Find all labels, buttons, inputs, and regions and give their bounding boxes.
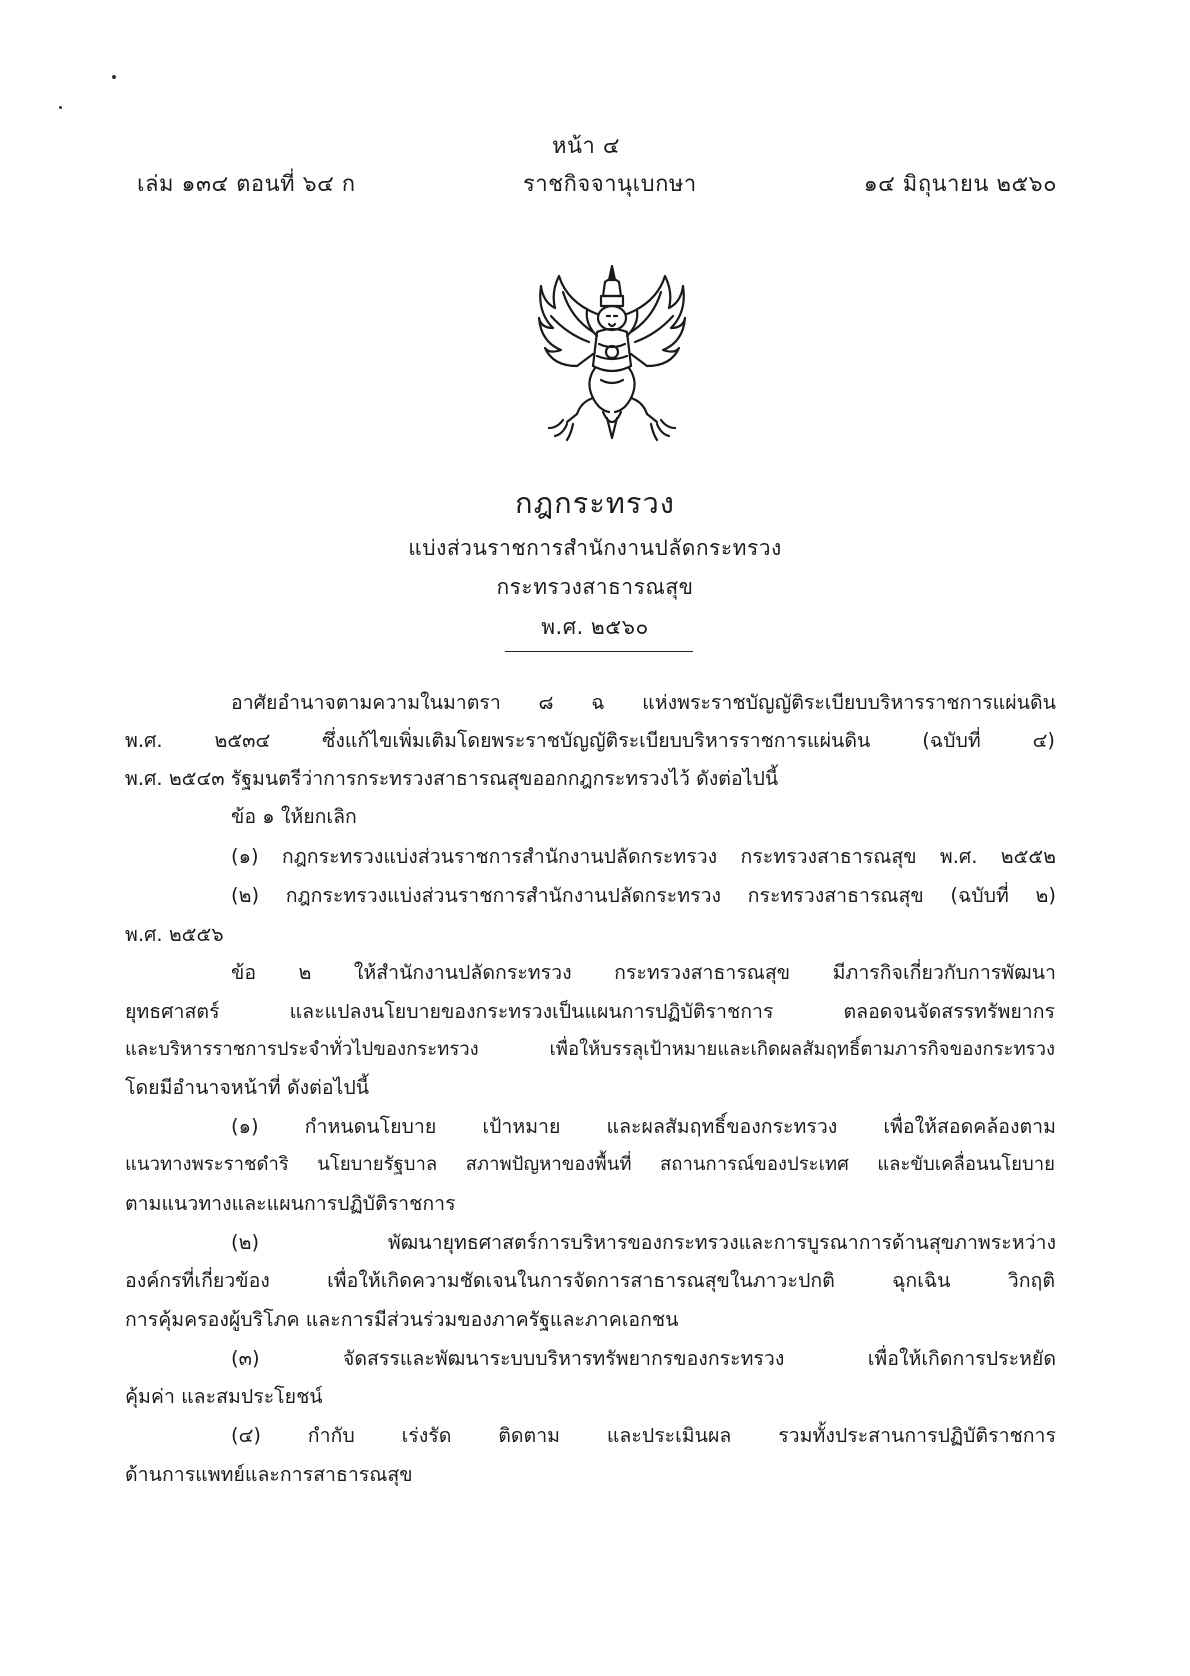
body-line: ยุทธศาสตร์ และแปลงนโยบายของกระทรวงเป็นแผนการปฏิบัติราชการ ตลอดจนจัดสรรทรัพยากร [125, 1000, 1055, 1023]
body-line: (๒) พัฒนายุทธศาสตร์การบริหารของกระทรวงและการบูรณาการด้านสุขภาพระหว่าง [231, 1231, 1056, 1254]
scan-speck [59, 106, 62, 109]
section-heading: ข้อ ๑ ให้ยกเลิก [231, 805, 357, 828]
gazette-name: ราชกิจจานุเบกษา [523, 172, 697, 197]
body-line: (๑) กฎกระทรวงแบ่งส่วนราชการสำนักงานปลัดกระทรวง กระทรวงสาธารณสุข พ.ศ. ๒๕๕๒ [231, 845, 1056, 868]
body-line: คุ้มค่า และสมประโยชน์ [125, 1385, 323, 1408]
document-subtitle-line-1: แบ่งส่วนราชการสำนักงานปลัดกระทรวง [408, 536, 782, 560]
document-title: กฎกระทรวง [515, 486, 675, 520]
body-line: พ.ศ. ๒๕๕๖ [125, 923, 224, 946]
body-line: (๓) จัดสรรและพัฒนาระบบบริหารทรัพยากรของกระทรวง เพื่อให้เกิดการประหยัด [231, 1347, 1056, 1370]
title-divider [505, 651, 693, 652]
body-line: (๔) กำกับ เร่งรัด ติดตาม และประเมินผล รวมทั้งประสานการปฏิบัติราชการ [231, 1424, 1056, 1447]
body-line: พ.ศ. ๒๕๓๔ ซึ่งแก้ไขเพิ่มเติมโดยพระราชบัญญัติระเบียบบริหารราชการแผ่นดิน (ฉบับที่ ๔) [125, 729, 1055, 752]
document-year: พ.ศ. ๒๕๖๐ [541, 615, 649, 639]
body-line: แนวทางพระราชดำริ นโยบายรัฐบาล สภาพปัญหาของพื้นที่ สถานการณ์ของประเทศ และขับเคลื่อนนโยบาย [125, 1154, 1055, 1175]
section-heading: ข้อ ๒ ให้สำนักงานปลัดกระทรวง กระทรวงสาธารณสุข มีภารกิจเกี่ยวกับการพัฒนา [231, 961, 1056, 984]
body-line: (๒) กฎกระทรวงแบ่งส่วนราชการสำนักงานปลัดกระทรวง กระทรวงสาธารณสุข (ฉบับที่ ๒) [231, 884, 1056, 907]
body-line: อาศัยอำนาจตามความในมาตรา ๘ ฉ แห่งพระราชบัญญัติระเบียบบริหารราชการแผ่นดิน [231, 691, 1056, 714]
body-line: องค์กรที่เกี่ยวข้อง เพื่อให้เกิดความชัดเจนในการจัดการสาธารณสุขในภาวะปกติ ฉุกเฉิน วิกฤติ [125, 1269, 1055, 1292]
body-line: (๑) กำหนดนโยบาย เป้าหมาย และผลสัมฤทธิ์ของกระทรวง เพื่อให้สอดคล้องตาม [231, 1115, 1056, 1138]
body-line: โดยมีอำนาจหน้าที่ ดังต่อไปนี้ [125, 1076, 370, 1099]
body-line: การคุ้มครองผู้บริโภค และการมีส่วนร่วมของภาครัฐและภาคเอกชน [125, 1308, 679, 1331]
body-line: ตามแนวทางและแผนการปฏิบัติราชการ [125, 1192, 456, 1215]
page-number: หน้า ๔ [552, 134, 621, 159]
gazette-volume: เล่ม ๑๓๔ ตอนที่ ๖๔ ก [137, 172, 356, 197]
body-line: และบริหารราชการประจำทั่วไปของกระทรวง เพื่อให้บรรลุเป้าหมายและเกิดผลสัมฤทธิ์ตามภารกิจของกระทรวง [125, 1039, 1055, 1060]
garuda-emblem-icon [537, 262, 687, 442]
body-line: ด้านการแพทย์และการสาธารณสุข [125, 1463, 413, 1486]
document-subtitle-line-2: กระทรวงสาธารณสุข [496, 575, 694, 599]
scan-speck [112, 75, 116, 79]
body-line: พ.ศ. ๒๕๔๓ รัฐมนตรีว่าการกระทรวงสาธารณสุขออกกฎกระทรวงไว้ ดังต่อไปนี้ [125, 767, 779, 790]
gazette-date: ๑๔ มิถุนายน ๒๕๖๐ [863, 172, 1057, 197]
